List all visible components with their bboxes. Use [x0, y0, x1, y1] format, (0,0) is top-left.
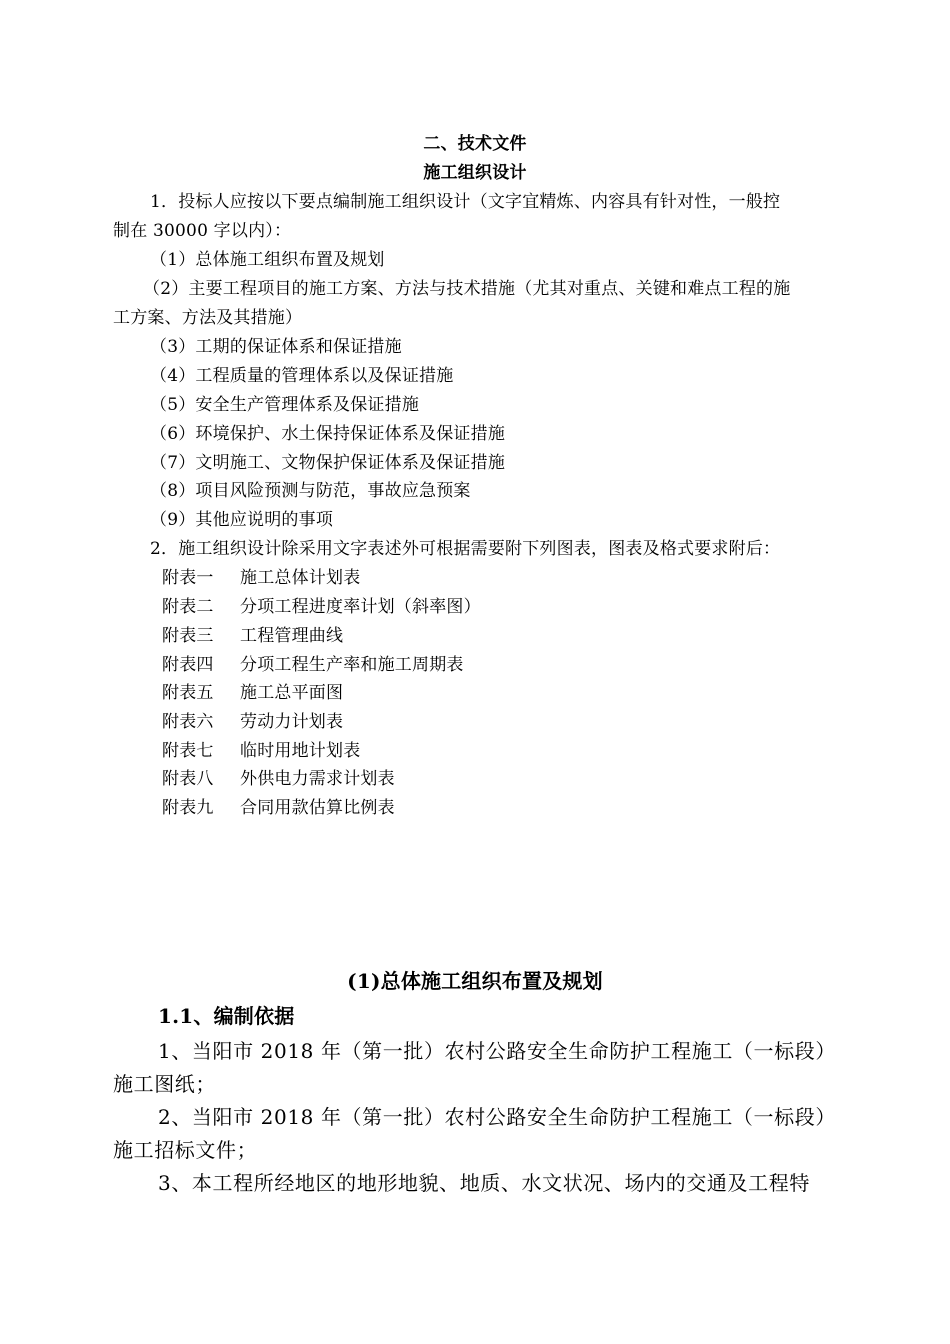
attachment-title: 施工总体计划表 [240, 568, 361, 588]
attachment-title: 工程管理曲线 [240, 626, 344, 646]
paragraph-line: 施工图纸； [113, 1072, 216, 1096]
attachment-number: 附表三 [162, 626, 214, 646]
attachment-item [162, 740, 360, 762]
paragraph-line: 2、当阳市 2018 年（第一批）农村公路安全生命防护工程施工（一标段） [158, 1105, 836, 1129]
attachment-title: 分项工程生产率和施工周期表 [240, 655, 464, 675]
attachment-item [162, 682, 343, 704]
point1-text-continued: 制在 30000 字以内）： [113, 221, 292, 241]
list-item: （8）项目风险预测与防范，事故应急预案 [150, 481, 471, 501]
attachment-number: 附表四 [162, 655, 214, 675]
paragraph-line: 3、本工程所经地区的地形地貌、地质、水文状况、场内的交通及工程特 [158, 1171, 810, 1195]
list-item: （5）安全生产管理体系及保证措施 [150, 395, 420, 415]
attachment-title: 施工总平面图 [240, 683, 344, 703]
attachment-item [162, 567, 360, 589]
attachment-title: 临时用地计划表 [240, 741, 361, 761]
list-item: （6）环境保护、水土保持保证体系及保证措施 [150, 424, 506, 444]
attachment-title: 分项工程进度率计划（斜率图） [240, 597, 481, 617]
attachment-item [162, 797, 395, 819]
attachment-title: 外供电力需求计划表 [240, 769, 395, 789]
point2-text: 2．施工组织设计除采用文字表述外可根据需要附下列图表，图表及格式要求附后： [150, 539, 781, 559]
attachment-item [162, 768, 395, 790]
point1-text: 1．投标人应按以下要点编制施工组织设计（文字宜精炼、内容具有针对性，一般控 [150, 192, 781, 212]
paragraph-line: 1、当阳市 2018 年（第一批）农村公路安全生命防护工程施工（一标段） [158, 1039, 836, 1063]
list-item: （2）主要工程项目的施工方案、方法与技术措施（尤其对重点、关键和难点工程的施 [143, 279, 791, 299]
chapter-heading: (1)总体施工组织布置及规划 [347, 969, 603, 993]
attachment-item [162, 654, 464, 676]
attachment-title: 劳动力计划表 [240, 712, 344, 732]
attachment-number: 附表八 [162, 769, 214, 789]
attachment-item [162, 711, 343, 733]
attachment-number: 附表五 [162, 683, 214, 703]
list-item: （7）文明施工、文物保护保证体系及保证措施 [150, 453, 506, 473]
attachment-number: 附表二 [162, 597, 214, 617]
attachment-title: 合同用款估算比例表 [240, 798, 395, 818]
attachment-item [162, 596, 481, 618]
attachment-number: 附表七 [162, 741, 214, 761]
attachment-number: 附表九 [162, 798, 214, 818]
attachment-number: 附表六 [162, 712, 214, 732]
list-item: （9）其他应说明的事项 [150, 510, 334, 530]
section-subheading: 施工组织设计 [423, 163, 527, 183]
section-heading: 二、技术文件 [423, 134, 527, 154]
list-item-continued: 工方案、方法及其措施） [113, 308, 303, 328]
paragraph-line: 施工招标文件； [113, 1138, 258, 1162]
list-item: （4）工程质量的管理体系以及保证措施 [150, 366, 454, 386]
list-item: （3）工期的保证体系和保证措施 [150, 337, 402, 357]
attachment-item [162, 625, 343, 647]
attachment-number: 附表一 [162, 568, 214, 588]
subsection-heading: 1.1、编制依据 [158, 1004, 295, 1028]
list-item: （1）总体施工组织布置及规划 [150, 250, 385, 270]
